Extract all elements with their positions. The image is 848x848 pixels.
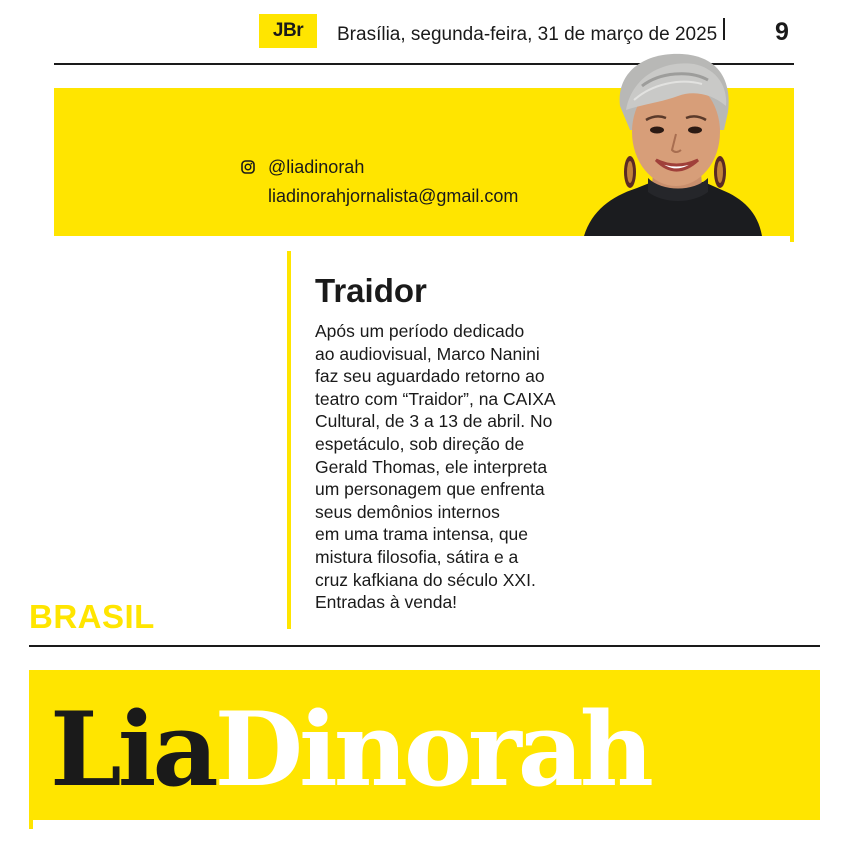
article-title: Traidor <box>315 272 427 309</box>
article-body: Após um período dedicado ao audiovisual, Marco Nanini faz seu aguardado retorno ao teatro com “Traidor”, na CAIXA Cultural, de 3 a 13 de abril. No espetáculo, sob direção de Gerald Thomas, ele interpreta um personagem que enfrenta seus demônios internos em uma trama intensa, que mistura filosofia, sátira e a cruz kafkiana do século XXI. Entradas à venda! <box>315 321 556 613</box>
bottom-rule <box>29 645 820 647</box>
contact-email[interactable]: liadinorahjornalista@gmail.com <box>268 186 519 206</box>
columnist-name <box>50 690 650 810</box>
columnist-first-name: Lia <box>50 690 215 810</box>
instagram-icon <box>241 160 255 174</box>
section-label: BRASIL <box>29 598 155 635</box>
jbr-logo: JBr <box>259 14 317 48</box>
header-divider <box>723 18 725 40</box>
header-band-edge <box>790 230 794 242</box>
name-banner-edge <box>29 815 33 829</box>
column-accent-bar <box>287 251 291 629</box>
instagram-handle[interactable]: @liadinorah <box>268 157 365 177</box>
page-number: 9 <box>775 18 789 46</box>
columnist-last-name: Dinorah <box>214 690 650 810</box>
columnist-portrait <box>582 50 772 236</box>
dateline: Brasília, segunda-feira, 31 de março de 2025 <box>337 24 718 45</box>
